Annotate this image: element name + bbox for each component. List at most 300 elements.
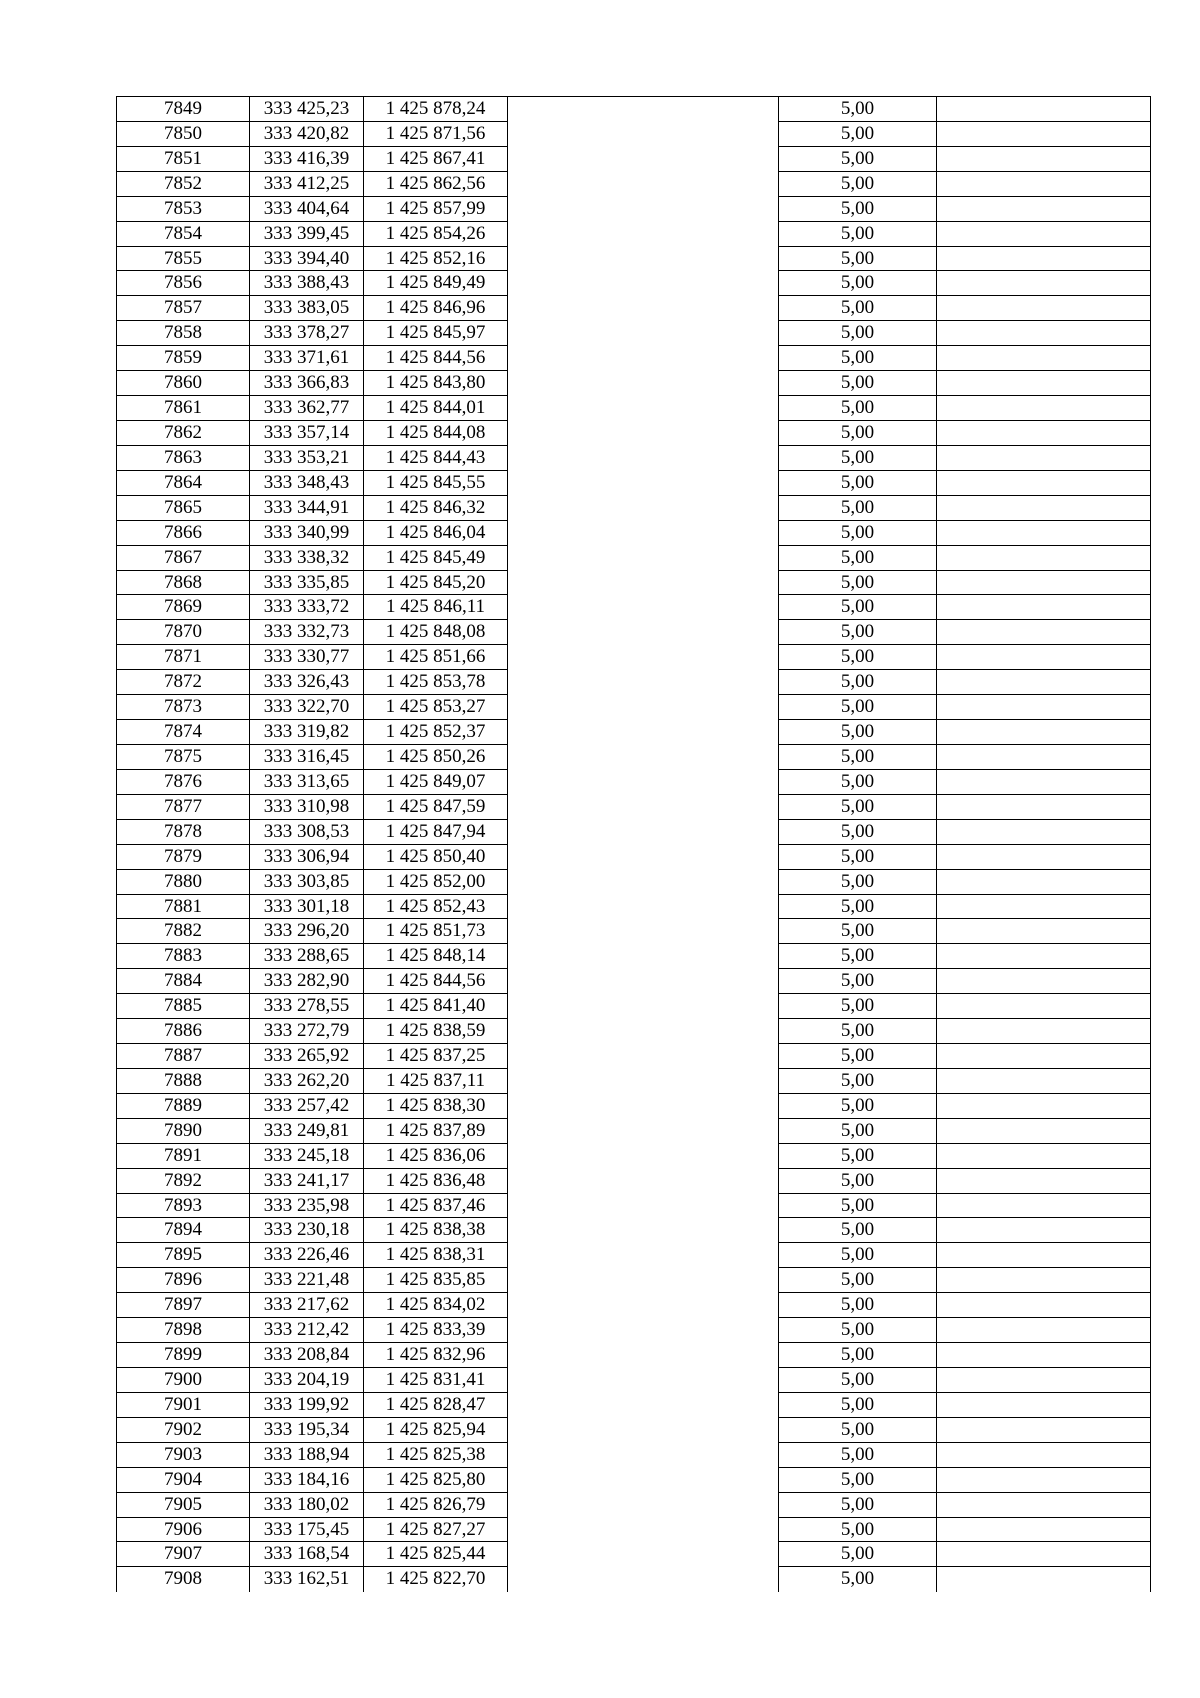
- x-coordinate-cell: 333 235,98: [250, 1194, 364, 1219]
- notes-cell: [937, 1542, 1151, 1567]
- blank-cell: [508, 421, 779, 446]
- value-cell: 5,00: [779, 1194, 937, 1219]
- table-row: [116, 1094, 1150, 1119]
- table-row: [116, 1468, 1150, 1493]
- notes-cell: [937, 1243, 1151, 1268]
- x-coordinate-cell: 333 303,85: [250, 870, 364, 895]
- y-coordinate-cell: 1 425 825,44: [364, 1542, 508, 1567]
- table-row: [116, 695, 1150, 720]
- table-row: [116, 845, 1150, 870]
- notes-cell: [937, 1268, 1151, 1293]
- table-row: [116, 1194, 1150, 1219]
- x-coordinate-cell: 333 404,64: [250, 197, 364, 222]
- y-coordinate-cell: 1 425 825,38: [364, 1443, 508, 1468]
- y-coordinate-cell: 1 425 825,80: [364, 1468, 508, 1493]
- table-row: [116, 446, 1150, 471]
- x-coordinate-cell: 333 249,81: [250, 1119, 364, 1144]
- notes-cell: [937, 271, 1151, 296]
- blank-cell: [508, 247, 779, 272]
- point-number-cell: 7858: [117, 321, 250, 346]
- y-coordinate-cell: 1 425 846,04: [364, 521, 508, 546]
- y-coordinate-cell: 1 425 845,20: [364, 571, 508, 596]
- point-number-cell: 7867: [117, 546, 250, 571]
- blank-cell: [508, 1019, 779, 1044]
- notes-cell: [937, 222, 1151, 247]
- x-coordinate-cell: 333 175,45: [250, 1518, 364, 1543]
- value-cell: 5,00: [779, 321, 937, 346]
- table-row: [116, 546, 1150, 571]
- blank-cell: [508, 396, 779, 421]
- y-coordinate-cell: 1 425 852,37: [364, 720, 508, 745]
- blank-cell: [508, 795, 779, 820]
- notes-cell: [937, 745, 1151, 770]
- value-cell: 5,00: [779, 1169, 937, 1194]
- blank-cell: [508, 1094, 779, 1119]
- table-row: [116, 1044, 1150, 1069]
- table-row: [116, 396, 1150, 421]
- x-coordinate-cell: 333 416,39: [250, 147, 364, 172]
- x-coordinate-cell: 333 357,14: [250, 421, 364, 446]
- point-number-cell: 7896: [117, 1268, 250, 1293]
- table-row: [116, 1343, 1150, 1368]
- notes-cell: [937, 944, 1151, 969]
- y-coordinate-cell: 1 425 853,78: [364, 670, 508, 695]
- value-cell: 5,00: [779, 546, 937, 571]
- blank-cell: [508, 371, 779, 396]
- notes-cell: [937, 1094, 1151, 1119]
- notes-cell: [937, 1318, 1151, 1343]
- table-row: [116, 720, 1150, 745]
- notes-cell: [937, 1144, 1151, 1169]
- point-number-cell: 7877: [117, 795, 250, 820]
- blank-cell: [508, 97, 779, 122]
- table-row: [116, 994, 1150, 1019]
- x-coordinate-cell: 333 212,42: [250, 1318, 364, 1343]
- y-coordinate-cell: 1 425 844,43: [364, 446, 508, 471]
- blank-cell: [508, 496, 779, 521]
- table-row: [116, 1169, 1150, 1194]
- point-number-cell: 7855: [117, 247, 250, 272]
- value-cell: 5,00: [779, 247, 937, 272]
- value-cell: 5,00: [779, 1393, 937, 1418]
- blank-cell: [508, 944, 779, 969]
- point-number-cell: 7866: [117, 521, 250, 546]
- blank-cell: [508, 1044, 779, 1069]
- value-cell: 5,00: [779, 1069, 937, 1094]
- point-number-cell: 7883: [117, 944, 250, 969]
- table-row: [116, 1144, 1150, 1169]
- x-coordinate-cell: 333 208,84: [250, 1343, 364, 1368]
- point-number-cell: 7857: [117, 296, 250, 321]
- value-cell: 5,00: [779, 371, 937, 396]
- blank-cell: [508, 1069, 779, 1094]
- y-coordinate-cell: 1 425 847,94: [364, 820, 508, 845]
- table-row: [116, 122, 1150, 147]
- x-coordinate-cell: 333 226,46: [250, 1243, 364, 1268]
- x-coordinate-cell: 333 420,82: [250, 122, 364, 147]
- table-row: [116, 595, 1150, 620]
- notes-cell: [937, 1518, 1151, 1543]
- notes-cell: [937, 994, 1151, 1019]
- table-row: [116, 1293, 1150, 1318]
- x-coordinate-cell: 333 353,21: [250, 446, 364, 471]
- notes-cell: [937, 1293, 1151, 1318]
- table-row: [116, 1268, 1150, 1293]
- table-row: [116, 795, 1150, 820]
- point-number-cell: 7868: [117, 571, 250, 596]
- y-coordinate-cell: 1 425 838,30: [364, 1094, 508, 1119]
- value-cell: 5,00: [779, 994, 937, 1019]
- y-coordinate-cell: 1 425 846,11: [364, 595, 508, 620]
- y-coordinate-cell: 1 425 848,14: [364, 944, 508, 969]
- point-number-cell: 7899: [117, 1343, 250, 1368]
- x-coordinate-cell: 333 335,85: [250, 571, 364, 596]
- y-coordinate-cell: 1 425 835,85: [364, 1268, 508, 1293]
- table-row: [116, 1567, 1150, 1592]
- point-number-cell: 7859: [117, 346, 250, 371]
- blank-cell: [508, 969, 779, 994]
- y-coordinate-cell: 1 425 828,47: [364, 1393, 508, 1418]
- value-cell: 5,00: [779, 1518, 937, 1543]
- notes-cell: [937, 1194, 1151, 1219]
- value-cell: 5,00: [779, 770, 937, 795]
- table-row: [116, 1119, 1150, 1144]
- table-row: [116, 197, 1150, 222]
- x-coordinate-cell: 333 388,43: [250, 271, 364, 296]
- x-coordinate-cell: 333 245,18: [250, 1144, 364, 1169]
- notes-cell: [937, 396, 1151, 421]
- value-cell: 5,00: [779, 1094, 937, 1119]
- y-coordinate-cell: 1 425 871,56: [364, 122, 508, 147]
- value-cell: 5,00: [779, 172, 937, 197]
- table-row: [116, 296, 1150, 321]
- notes-cell: [937, 1343, 1151, 1368]
- x-coordinate-cell: 333 241,17: [250, 1169, 364, 1194]
- notes-cell: [937, 969, 1151, 994]
- x-coordinate-cell: 333 217,62: [250, 1293, 364, 1318]
- value-cell: 5,00: [779, 1144, 937, 1169]
- notes-cell: [937, 97, 1151, 122]
- blank-cell: [508, 695, 779, 720]
- blank-cell: [508, 1119, 779, 1144]
- y-coordinate-cell: 1 425 837,25: [364, 1044, 508, 1069]
- x-coordinate-cell: 333 204,19: [250, 1368, 364, 1393]
- table-row: [116, 1243, 1150, 1268]
- y-coordinate-cell: 1 425 851,66: [364, 645, 508, 670]
- value-cell: 5,00: [779, 595, 937, 620]
- table-row: [116, 919, 1150, 944]
- point-number-cell: 7887: [117, 1044, 250, 1069]
- table-row: [116, 745, 1150, 770]
- blank-cell: [508, 147, 779, 172]
- point-number-cell: 7849: [117, 97, 250, 122]
- table-row: [116, 271, 1150, 296]
- blank-cell: [508, 1243, 779, 1268]
- x-coordinate-cell: 333 348,43: [250, 471, 364, 496]
- value-cell: 5,00: [779, 396, 937, 421]
- blank-cell: [508, 919, 779, 944]
- y-coordinate-cell: 1 425 852,43: [364, 895, 508, 920]
- value-cell: 5,00: [779, 1418, 937, 1443]
- notes-cell: [937, 321, 1151, 346]
- y-coordinate-cell: 1 425 849,07: [364, 770, 508, 795]
- blank-cell: [508, 720, 779, 745]
- value-cell: 5,00: [779, 645, 937, 670]
- blank-cell: [508, 1144, 779, 1169]
- value-cell: 5,00: [779, 944, 937, 969]
- table-row: [116, 1318, 1150, 1343]
- blank-cell: [508, 870, 779, 895]
- notes-cell: [937, 645, 1151, 670]
- x-coordinate-cell: 333 221,48: [250, 1268, 364, 1293]
- blank-cell: [508, 845, 779, 870]
- blank-cell: [508, 571, 779, 596]
- blank-cell: [508, 271, 779, 296]
- x-coordinate-cell: 333 322,70: [250, 695, 364, 720]
- y-coordinate-cell: 1 425 841,40: [364, 994, 508, 1019]
- blank-cell: [508, 197, 779, 222]
- y-coordinate-cell: 1 425 851,73: [364, 919, 508, 944]
- value-cell: 5,00: [779, 1019, 937, 1044]
- blank-cell: [508, 745, 779, 770]
- x-coordinate-cell: 333 184,16: [250, 1468, 364, 1493]
- x-coordinate-cell: 333 330,77: [250, 645, 364, 670]
- x-coordinate-cell: 333 344,91: [250, 496, 364, 521]
- point-number-cell: 7875: [117, 745, 250, 770]
- y-coordinate-cell: 1 425 846,32: [364, 496, 508, 521]
- point-number-cell: 7894: [117, 1218, 250, 1243]
- table-row: [116, 1019, 1150, 1044]
- notes-cell: [937, 1443, 1151, 1468]
- blank-cell: [508, 595, 779, 620]
- blank-cell: [508, 1268, 779, 1293]
- point-number-cell: 7869: [117, 595, 250, 620]
- table-row: [116, 1418, 1150, 1443]
- point-number-cell: 7851: [117, 147, 250, 172]
- y-coordinate-cell: 1 425 844,08: [364, 421, 508, 446]
- x-coordinate-cell: 333 188,94: [250, 1443, 364, 1468]
- point-number-cell: 7880: [117, 870, 250, 895]
- notes-cell: [937, 1169, 1151, 1194]
- notes-cell: [937, 247, 1151, 272]
- value-cell: 5,00: [779, 271, 937, 296]
- point-number-cell: 7882: [117, 919, 250, 944]
- value-cell: 5,00: [779, 620, 937, 645]
- y-coordinate-cell: 1 425 847,59: [364, 795, 508, 820]
- value-cell: 5,00: [779, 122, 937, 147]
- notes-cell: [937, 820, 1151, 845]
- blank-cell: [508, 1368, 779, 1393]
- y-coordinate-cell: 1 425 862,56: [364, 172, 508, 197]
- notes-cell: [937, 919, 1151, 944]
- point-number-cell: 7864: [117, 471, 250, 496]
- x-coordinate-cell: 333 306,94: [250, 845, 364, 870]
- blank-cell: [508, 1542, 779, 1567]
- value-cell: 5,00: [779, 1567, 937, 1592]
- x-coordinate-cell: 333 162,51: [250, 1567, 364, 1592]
- x-coordinate-cell: 333 310,98: [250, 795, 364, 820]
- value-cell: 5,00: [779, 969, 937, 994]
- point-number-cell: 7906: [117, 1518, 250, 1543]
- coordinates-table: [116, 96, 1151, 1592]
- point-number-cell: 7885: [117, 994, 250, 1019]
- point-number-cell: 7888: [117, 1069, 250, 1094]
- x-coordinate-cell: 333 412,25: [250, 172, 364, 197]
- point-number-cell: 7876: [117, 770, 250, 795]
- table-row: [116, 172, 1150, 197]
- blank-cell: [508, 1567, 779, 1592]
- blank-cell: [508, 546, 779, 571]
- y-coordinate-cell: 1 425 838,38: [364, 1218, 508, 1243]
- x-coordinate-cell: 333 383,05: [250, 296, 364, 321]
- blank-cell: [508, 1194, 779, 1219]
- notes-cell: [937, 1069, 1151, 1094]
- point-number-cell: 7886: [117, 1019, 250, 1044]
- value-cell: 5,00: [779, 1343, 937, 1368]
- x-coordinate-cell: 333 272,79: [250, 1019, 364, 1044]
- point-number-cell: 7856: [117, 271, 250, 296]
- notes-cell: [937, 1044, 1151, 1069]
- y-coordinate-cell: 1 425 844,56: [364, 346, 508, 371]
- y-coordinate-cell: 1 425 878,24: [364, 97, 508, 122]
- point-number-cell: 7863: [117, 446, 250, 471]
- point-number-cell: 7905: [117, 1493, 250, 1518]
- point-number-cell: 7874: [117, 720, 250, 745]
- table-row: [116, 222, 1150, 247]
- blank-cell: [508, 446, 779, 471]
- blank-cell: [508, 1169, 779, 1194]
- point-number-cell: 7893: [117, 1194, 250, 1219]
- y-coordinate-cell: 1 425 827,27: [364, 1518, 508, 1543]
- table-row: [116, 870, 1150, 895]
- blank-cell: [508, 296, 779, 321]
- table-row: [116, 421, 1150, 446]
- notes-cell: [937, 595, 1151, 620]
- value-cell: 5,00: [779, 1243, 937, 1268]
- y-coordinate-cell: 1 425 836,48: [364, 1169, 508, 1194]
- point-number-cell: 7870: [117, 620, 250, 645]
- notes-cell: [937, 1019, 1151, 1044]
- blank-cell: [508, 471, 779, 496]
- table-row: [116, 1518, 1150, 1543]
- blank-cell: [508, 321, 779, 346]
- value-cell: 5,00: [779, 795, 937, 820]
- y-coordinate-cell: 1 425 850,40: [364, 845, 508, 870]
- x-coordinate-cell: 333 308,53: [250, 820, 364, 845]
- blank-cell: [508, 620, 779, 645]
- blank-cell: [508, 521, 779, 546]
- y-coordinate-cell: 1 425 843,80: [364, 371, 508, 396]
- point-number-cell: 7854: [117, 222, 250, 247]
- y-coordinate-cell: 1 425 831,41: [364, 1368, 508, 1393]
- notes-cell: [937, 795, 1151, 820]
- table-row: [116, 521, 1150, 546]
- y-coordinate-cell: 1 425 854,26: [364, 222, 508, 247]
- table-row: [116, 770, 1150, 795]
- table-row: [116, 371, 1150, 396]
- notes-cell: [937, 845, 1151, 870]
- notes-cell: [937, 720, 1151, 745]
- point-number-cell: 7872: [117, 670, 250, 695]
- x-coordinate-cell: 333 332,73: [250, 620, 364, 645]
- value-cell: 5,00: [779, 496, 937, 521]
- notes-cell: [937, 770, 1151, 795]
- y-coordinate-cell: 1 425 846,96: [364, 296, 508, 321]
- value-cell: 5,00: [779, 1542, 937, 1567]
- y-coordinate-cell: 1 425 825,94: [364, 1418, 508, 1443]
- blank-cell: [508, 1518, 779, 1543]
- value-cell: 5,00: [779, 346, 937, 371]
- y-coordinate-cell: 1 425 844,01: [364, 396, 508, 421]
- value-cell: 5,00: [779, 870, 937, 895]
- value-cell: 5,00: [779, 1493, 937, 1518]
- blank-cell: [508, 1418, 779, 1443]
- point-number-cell: 7891: [117, 1144, 250, 1169]
- y-coordinate-cell: 1 425 837,46: [364, 1194, 508, 1219]
- point-number-cell: 7873: [117, 695, 250, 720]
- blank-cell: [508, 670, 779, 695]
- value-cell: 5,00: [779, 446, 937, 471]
- table-row: [116, 1218, 1150, 1243]
- notes-cell: [937, 620, 1151, 645]
- notes-cell: [937, 1493, 1151, 1518]
- blank-cell: [508, 122, 779, 147]
- x-coordinate-cell: 333 340,99: [250, 521, 364, 546]
- value-cell: 5,00: [779, 197, 937, 222]
- x-coordinate-cell: 333 394,40: [250, 247, 364, 272]
- y-coordinate-cell: 1 425 837,89: [364, 1119, 508, 1144]
- notes-cell: [937, 571, 1151, 596]
- y-coordinate-cell: 1 425 838,59: [364, 1019, 508, 1044]
- notes-cell: [937, 870, 1151, 895]
- notes-cell: [937, 1368, 1151, 1393]
- x-coordinate-cell: 333 195,34: [250, 1418, 364, 1443]
- value-cell: 5,00: [779, 695, 937, 720]
- table-row: [116, 944, 1150, 969]
- point-number-cell: 7853: [117, 197, 250, 222]
- x-coordinate-cell: 333 180,02: [250, 1493, 364, 1518]
- x-coordinate-cell: 333 168,54: [250, 1542, 364, 1567]
- notes-cell: [937, 471, 1151, 496]
- table-row: [116, 1542, 1150, 1567]
- blank-cell: [508, 994, 779, 1019]
- blank-cell: [508, 895, 779, 920]
- table-row: [116, 645, 1150, 670]
- point-number-cell: 7897: [117, 1293, 250, 1318]
- point-number-cell: 7861: [117, 396, 250, 421]
- point-number-cell: 7900: [117, 1368, 250, 1393]
- value-cell: 5,00: [779, 895, 937, 920]
- x-coordinate-cell: 333 282,90: [250, 969, 364, 994]
- value-cell: 5,00: [779, 745, 937, 770]
- table-row: [116, 147, 1150, 172]
- table-row: [116, 670, 1150, 695]
- point-number-cell: 7892: [117, 1169, 250, 1194]
- value-cell: 5,00: [779, 1443, 937, 1468]
- notes-cell: [937, 1418, 1151, 1443]
- notes-cell: [937, 1468, 1151, 1493]
- notes-cell: [937, 895, 1151, 920]
- y-coordinate-cell: 1 425 852,16: [364, 247, 508, 272]
- value-cell: 5,00: [779, 845, 937, 870]
- notes-cell: [937, 346, 1151, 371]
- x-coordinate-cell: 333 313,65: [250, 770, 364, 795]
- x-coordinate-cell: 333 319,82: [250, 720, 364, 745]
- y-coordinate-cell: 1 425 849,49: [364, 271, 508, 296]
- blank-cell: [508, 1318, 779, 1343]
- blank-cell: [508, 820, 779, 845]
- blank-cell: [508, 1443, 779, 1468]
